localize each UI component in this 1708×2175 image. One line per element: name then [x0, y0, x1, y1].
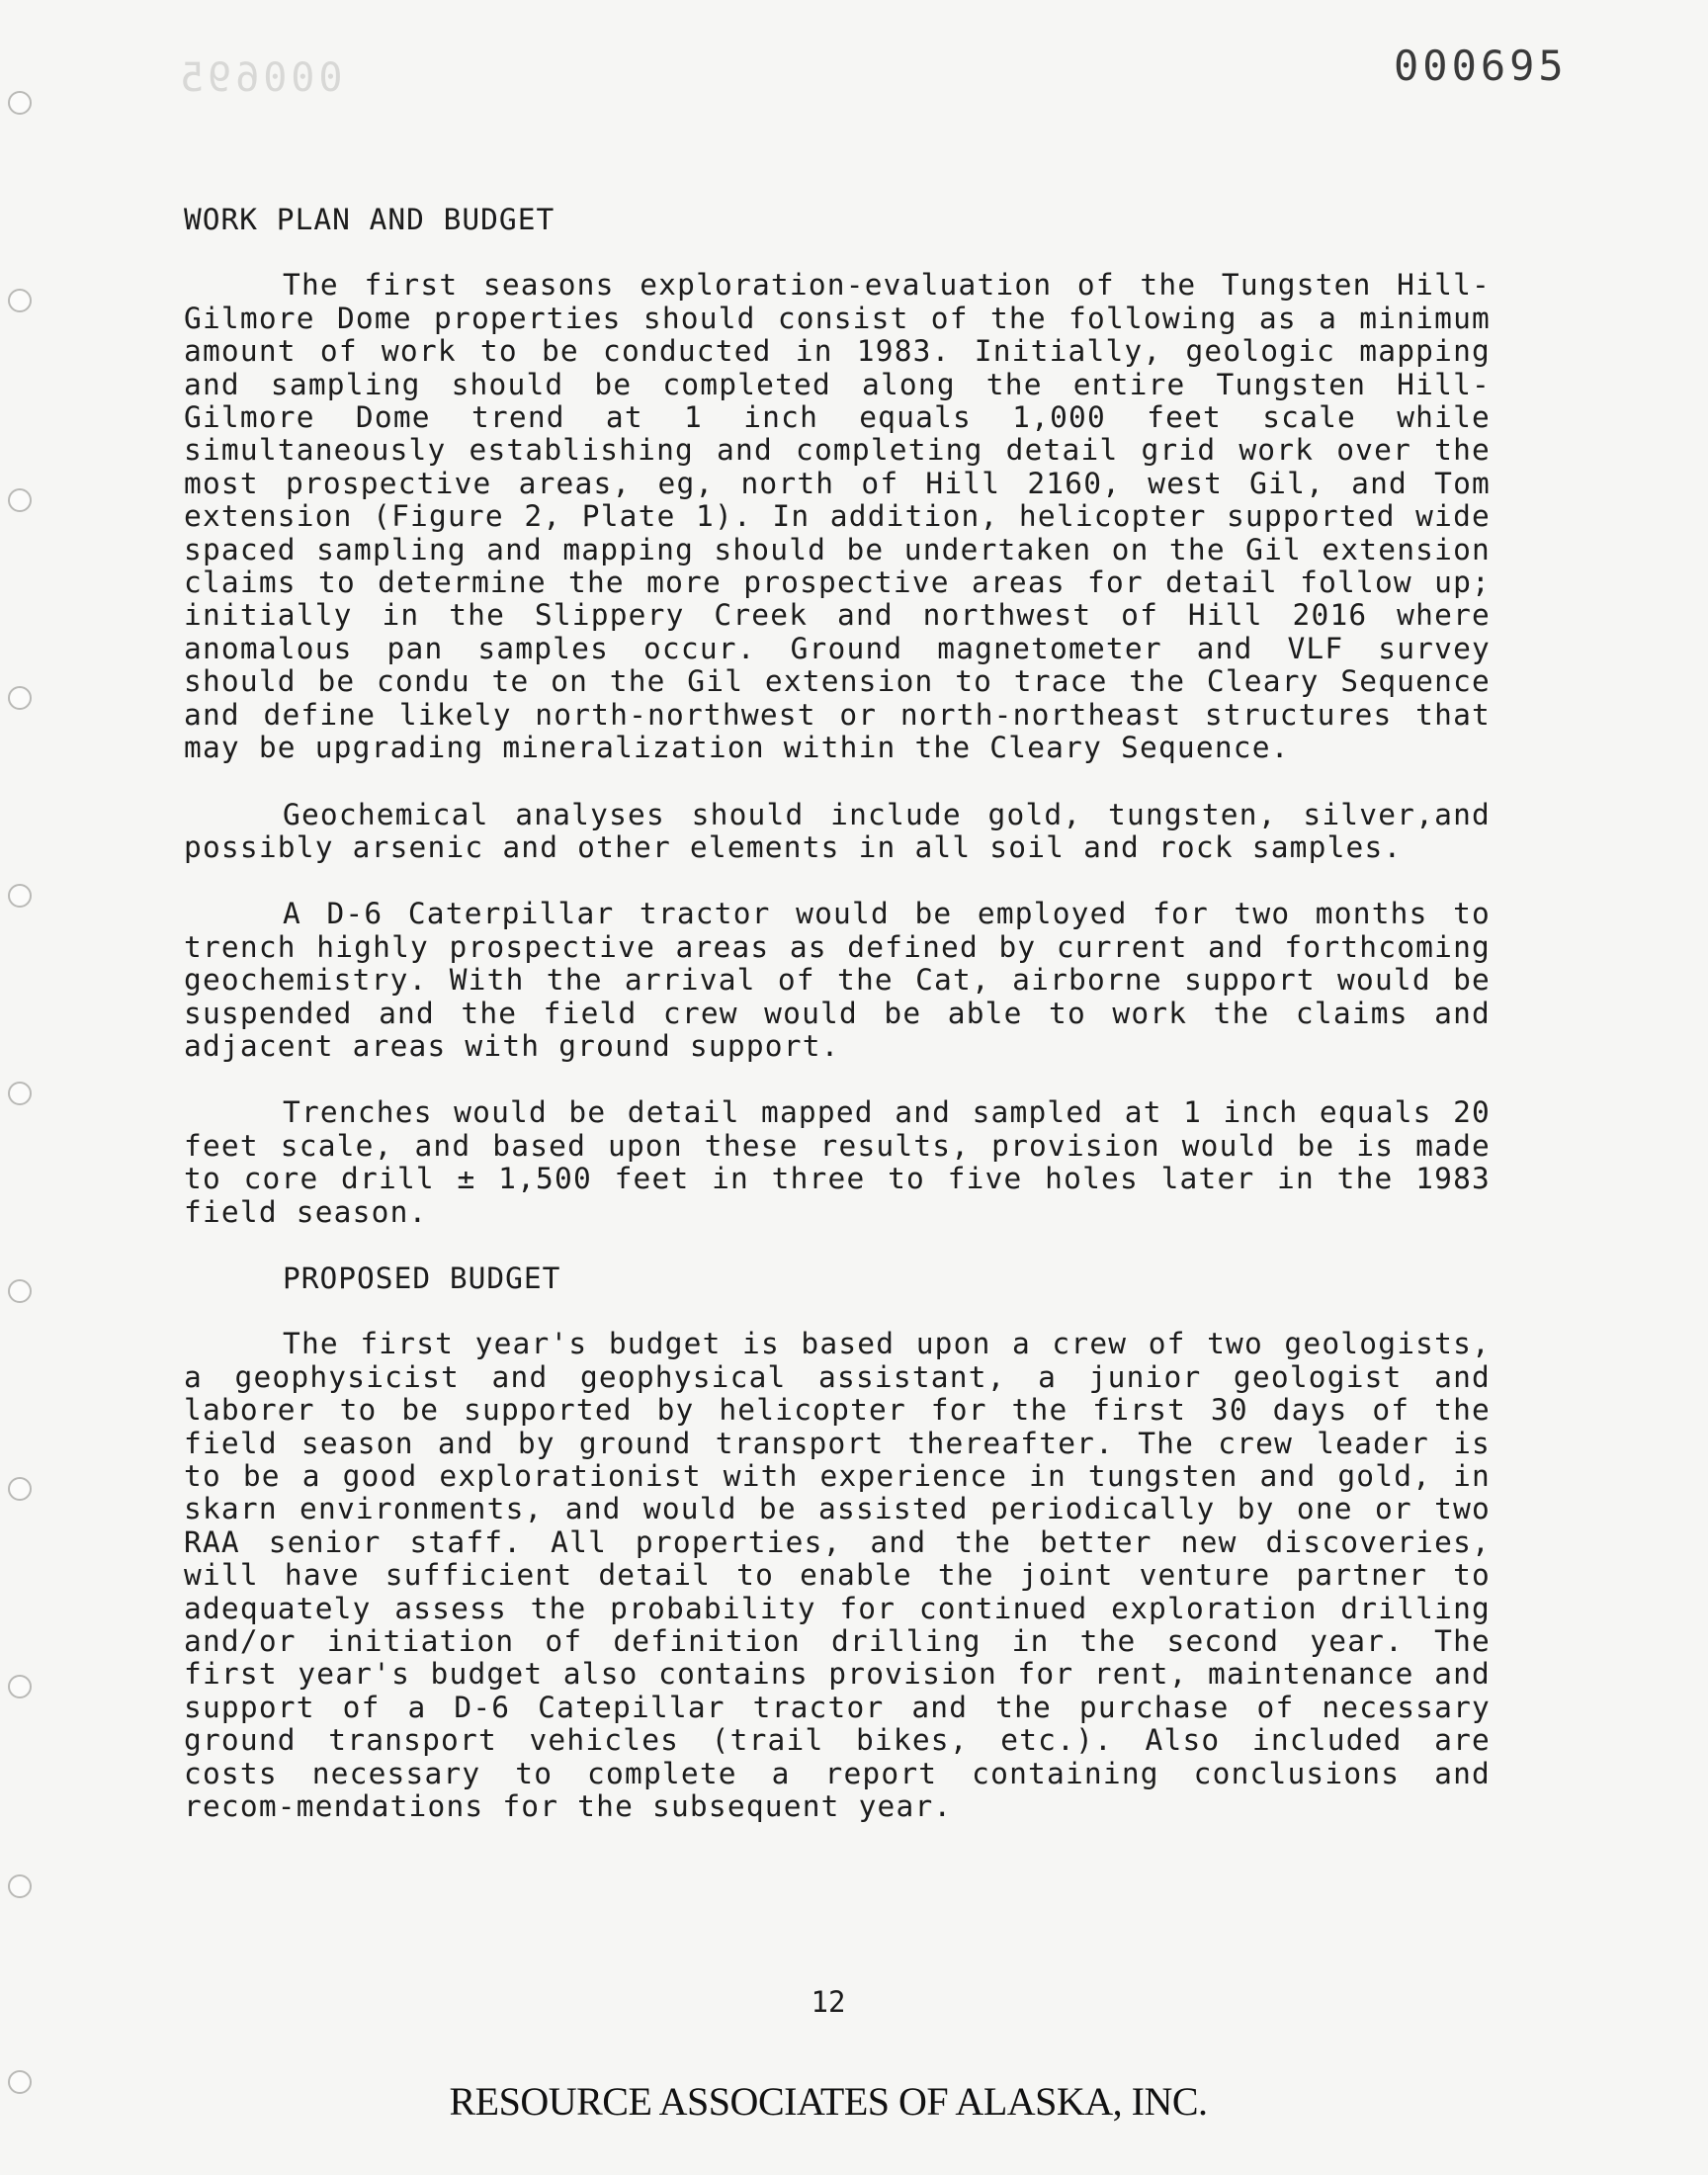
- subsection-heading: PROPOSED BUDGET: [283, 1261, 561, 1295]
- bleed-through-stamp: 000695: [176, 55, 343, 101]
- punch-hole-icon: [8, 1874, 32, 1898]
- punch-hole-icon: [8, 686, 32, 710]
- punch-hole-icon: [8, 884, 32, 908]
- punch-hole-icon: [8, 1675, 32, 1698]
- punch-hole-icon: [8, 488, 32, 512]
- punch-hole-icon: [8, 1082, 32, 1105]
- page-number: 12: [811, 1985, 846, 2019]
- company-footer: RESOURCE ASSOCIATES OF ALASKA, INC.: [449, 2079, 1208, 2124]
- punch-hole-icon: [8, 1279, 32, 1303]
- punch-hole-icon: [8, 1477, 32, 1501]
- document-body: [184, 204, 1491, 1857]
- paragraph-budget: The first year's budget is based upon a crew of two geologists, a geophysicist and geophysical assistant, a junior geologist and laborer to be supported by helicopter for the first 30 days of the field season and by ground transport thereafter. The crew leader is to be a good explorationist with experience in tungsten and gold, in skarn environments, and would be assisted periodically by one or two RAA senior staff. All properties, and the better new discoveries, will have sufficient detail to enable the joint venture partner to adequately assess the probability for continued exploration drilling and/or initiation of definition drilling in the second year. The first year's budget also contains provision for rent, maintenance and support of a D-6 Catepillar tractor and the purchase of necessary ground transport vehicles (trail bikes, etc.). Also included are costs necessary to complete a report containing conclusions and recom-mendations for the subsequent year.: [184, 1327, 1491, 1824]
- punch-hole-icon: [8, 289, 32, 312]
- paragraph-tractor: A D-6 Caterpillar tractor would be employed for two months to trench highly prospective areas as defined by current and forthcoming geochemistry. With the arrival of the Cat, airborne support would be suspended and the field crew would be able to work the claims and adjacent areas with ground support.: [184, 897, 1491, 1063]
- paragraph-geochemical: Geochemical analyses should include gold, tungsten, silver,and possibly arsenic and other elements in all soil and rock samples.: [184, 797, 1491, 864]
- punch-hole-icon: [8, 91, 32, 115]
- section-heading: WORK PLAN AND BUDGET: [184, 203, 555, 236]
- paragraph-trenches: Trenches would be detail mapped and sampled at 1 inch equals 20 feet scale, and based upon these results, provision would be is made to core drill ± 1,500 feet in three to five holes later in the 1983 field season.: [184, 1095, 1491, 1229]
- paragraph-work-plan: The first seasons exploration-evaluation of the Tungsten Hill-Gilmore Dome properties should consist of the following as a minimum amount of work to be conducted in 1983. Initially, geologic mapping and sampling should be completed along the entire Tungsten Hill-Gilmore Dome trend at 1 inch equals 1,000 feet scale while simultaneously establishing and completing detail grid work over the most prospective areas, eg, north of Hill 2160, west Gil, and Tom extension (Figure 2, Plate 1). In addition, helicopter supported wide spaced sampling and mapping should be undertaken on the Gil extension claims to determine the more prospective areas for detail follow up; initially in the Slippery Creek and northwest of Hill 2016 where anomalous pan samples occur. Ground magnetometer and VLF survey should be condu te on the Gil extension to trace the Cleary Sequence and define likely north-northwest or north-northeast structures that may be upgrading mineralization within the Cleary Sequence.: [184, 268, 1491, 765]
- document-number-stamp: 000695: [1394, 42, 1568, 90]
